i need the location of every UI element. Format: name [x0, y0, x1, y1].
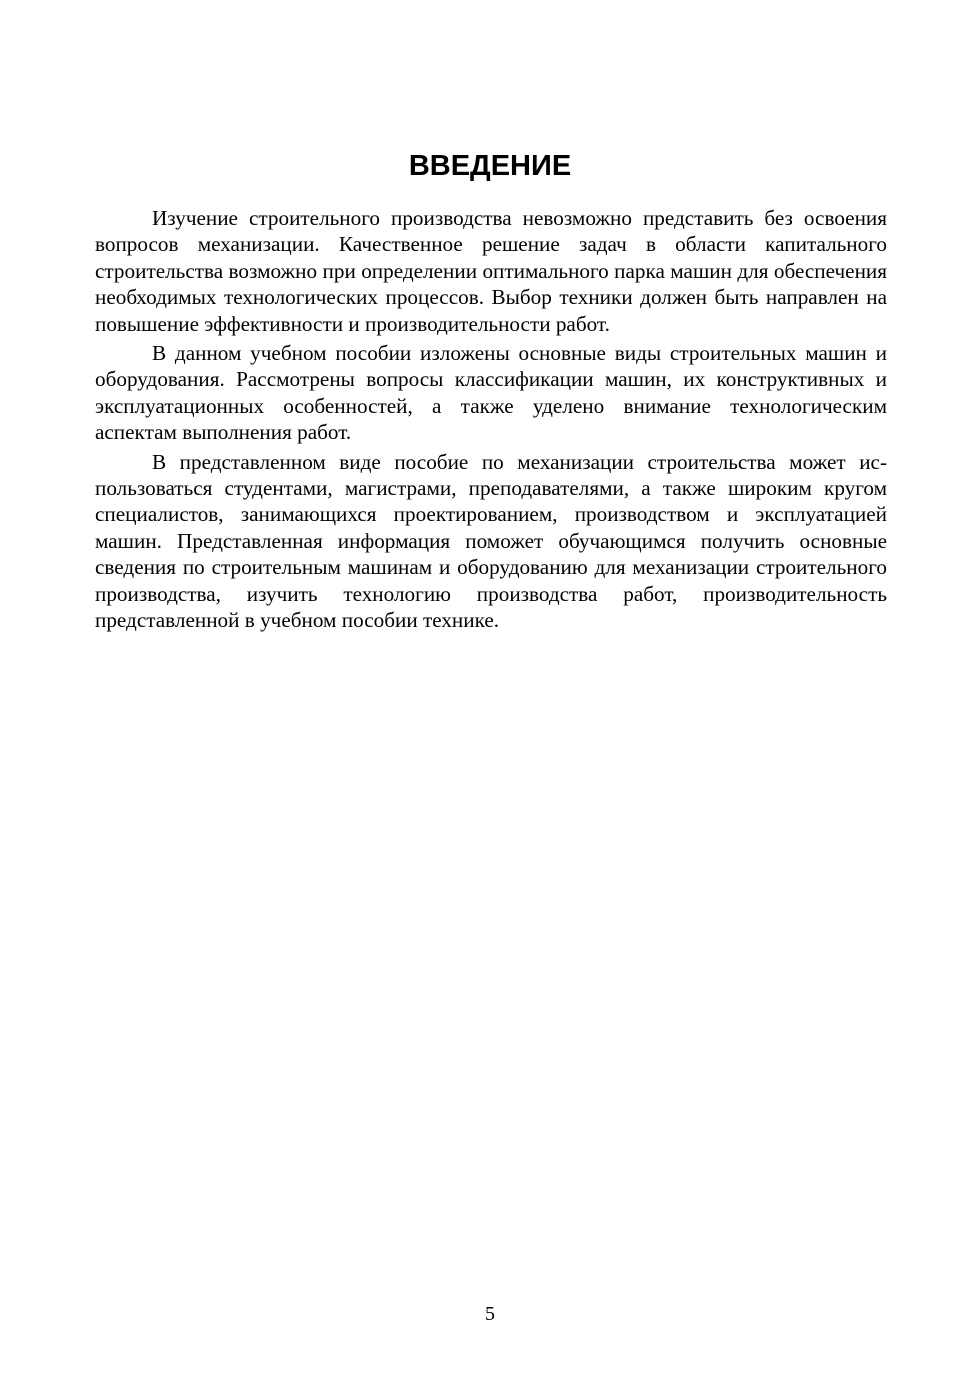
page-number: 5	[485, 1303, 495, 1325]
body-text	[95, 205, 887, 637]
paragraph-2: В данном учебном пособии изложены основные виды строительных машин и оборудования. Рассмотрены вопросы классификации машин, их конструктивных и эксплуатационных особенностей, а также уделено внимание технологическим аспектам выполнения работ.	[95, 341, 887, 445]
page-title: ВВЕДЕНИЕ	[408, 150, 572, 182]
paragraph-3: В представленном виде пособие по механизации строительства может использоваться студентами, магистрами, преподавателями, а также широким кругом специалистов, занимающихся проектированием, производством и эксплуатацией машин. Представленная информация поможет обучающимся получить основные сведения по строительным машинам и оборудованию для механизации строительного производства, изучить технологию производства работ, производительность представленной в учебном пособии технике.	[95, 449, 887, 633]
paragraph-1: Изучение строительного производства невозможно представить без освоения вопросов механизации. Качественное решение задач в области капитального строительства возможно при определении оптимального парка машин для обеспечения необходимых технологических процессов. Выбор техники должен быть направлен на повышение эффективности и производительности работ.	[95, 206, 887, 336]
